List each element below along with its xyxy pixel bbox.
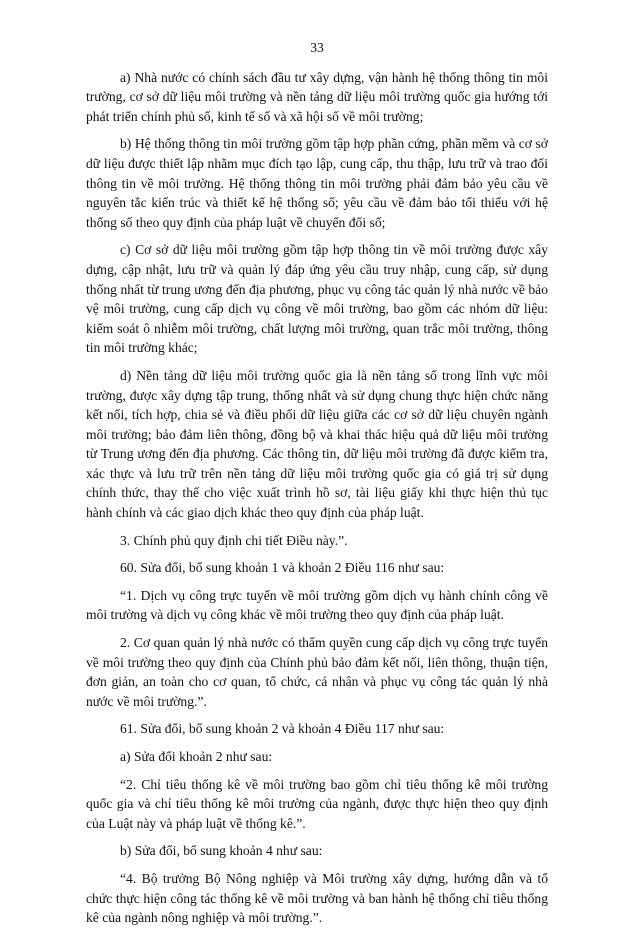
paragraph-clause-4: “4. Bộ trưởng Bộ Nông nghiệp và Môi trường xây dựng, hướng dẫn và tổ chức thực hiện công tác thống kê về môi trường và ban hành hệ thống chỉ tiêu thống kê của ngành nông nghiệp và môi trường.”. xyxy=(86,870,548,926)
paragraph-item-c: c) Cơ sở dữ liệu môi trường gồm tập hợp thông tin về môi trường được xây dựng, cập nhật, lưu trữ và quản lý đáp ứng yêu cầu truy nhập, cung cấp, sử dụng thống nhất từ trung ương đến địa phương, phục vụ công tác quản lý nhà nước về bảo vệ môi trường, cung cấp dịch vụ công về môi trường, bao gồm các nhóm dữ liệu: kiểm soát ô nhiễm môi trường, chất lượng môi trường, quan trắc môi trường, thông tin môi trường khác; xyxy=(86,242,548,356)
paragraph-item-b: b) Hệ thống thông tin môi trường gồm tập hợp phần cứng, phần mềm và cơ sở dữ liệu được thiết lập nhằm mục đích tạo lập, cung cấp, thu thập, lưu trữ và trao đổi thông tin về môi trường. Hệ thống thông tin môi trường phải đảm bảo yêu cầu về nguyên tắc kiến trúc và thiết kế hệ thống số; yêu cầu về đảm bảo tối thiểu với hệ thống số theo quy định của pháp luật về chuyển đổi số; xyxy=(86,136,548,230)
paragraph-clause-1: “1. Dịch vụ công trực tuyến về môi trường gồm dịch vụ hành chính công về môi trường và dịch vụ công khác về môi trường theo quy định của pháp luật. xyxy=(86,587,548,623)
paragraph-clause-2: 2. Cơ quan quản lý nhà nước có thẩm quyền cung cấp dịch vụ công trực tuyến về môi trường theo quy định của Chính phủ bảo đảm kết nối, liên thông, thuận tiện, đơn giản, an toàn cho cơ quan, tổ chức, cá nhân và phục vụ công tác quản lý nhà nước về môi trường.”. xyxy=(86,635,548,709)
paragraph-item-a: a) Nhà nước có chính sách đầu tư xây dựng, vận hành hệ thống thông tin môi trường, cơ sở dữ liệu môi trường và nền tảng dữ liệu môi trường quốc gia hướng tới phát triển chính phủ số, kinh tế số và xã hội số về môi trường; xyxy=(86,69,548,124)
paragraph-clause-3: 3. Chính phủ quy định chi tiết Điều này.”. xyxy=(120,532,348,548)
paragraph-amendment-60: 60. Sửa đổi, bổ sung khoản 1 và khoản 2 Điều 116 như sau: xyxy=(120,560,445,576)
paragraph-amend-a: a) Sửa đổi khoản 2 như sau: xyxy=(120,749,273,764)
page-number: 33 xyxy=(310,40,324,55)
paragraph-clause-2-stats: “2. Chỉ tiêu thống kê về môi trường bao gồm chỉ tiêu thống kê môi trường quốc gia và chỉ tiêu thống kê môi trường của ngành, được thực hiện theo quy định của Luật này và pháp luật về thống kê.”. xyxy=(86,776,548,831)
paragraph-amendment-61: 61. Sửa đổi, bổ sung khoản 2 và khoản 4 Điều 117 như sau: xyxy=(120,721,445,737)
paragraph-item-d: d) Nền tảng dữ liệu môi trường quốc gia là nền tảng số trong lĩnh vực môi trường, được xây dựng tập trung, thống nhất và sử dụng chung thực hiện chức năng kết nối, tích hợp, chia sẻ và điều phối dữ liệu giữa các cơ sở dữ liệu chuyên ngành môi trường; bảo đảm liên thông, đồng bộ và khai thác hiệu quả dữ liệu môi trường từ Trung ương đến địa phương. Các thông tin, dữ liệu môi trường đã được kiểm tra, xác thực và lưu trữ trên nền tảng dữ liệu môi trường quốc gia có giá trị sử dụng chính thức, thay thế cho việc xuất trình hồ sơ, tài liệu giấy khi thực hiện thủ tục hành chính và các giao dịch khác theo quy định của pháp luật. xyxy=(86,367,548,521)
paragraph-amend-b: b) Sửa đổi, bổ sung khoản 4 như sau: xyxy=(120,843,323,859)
